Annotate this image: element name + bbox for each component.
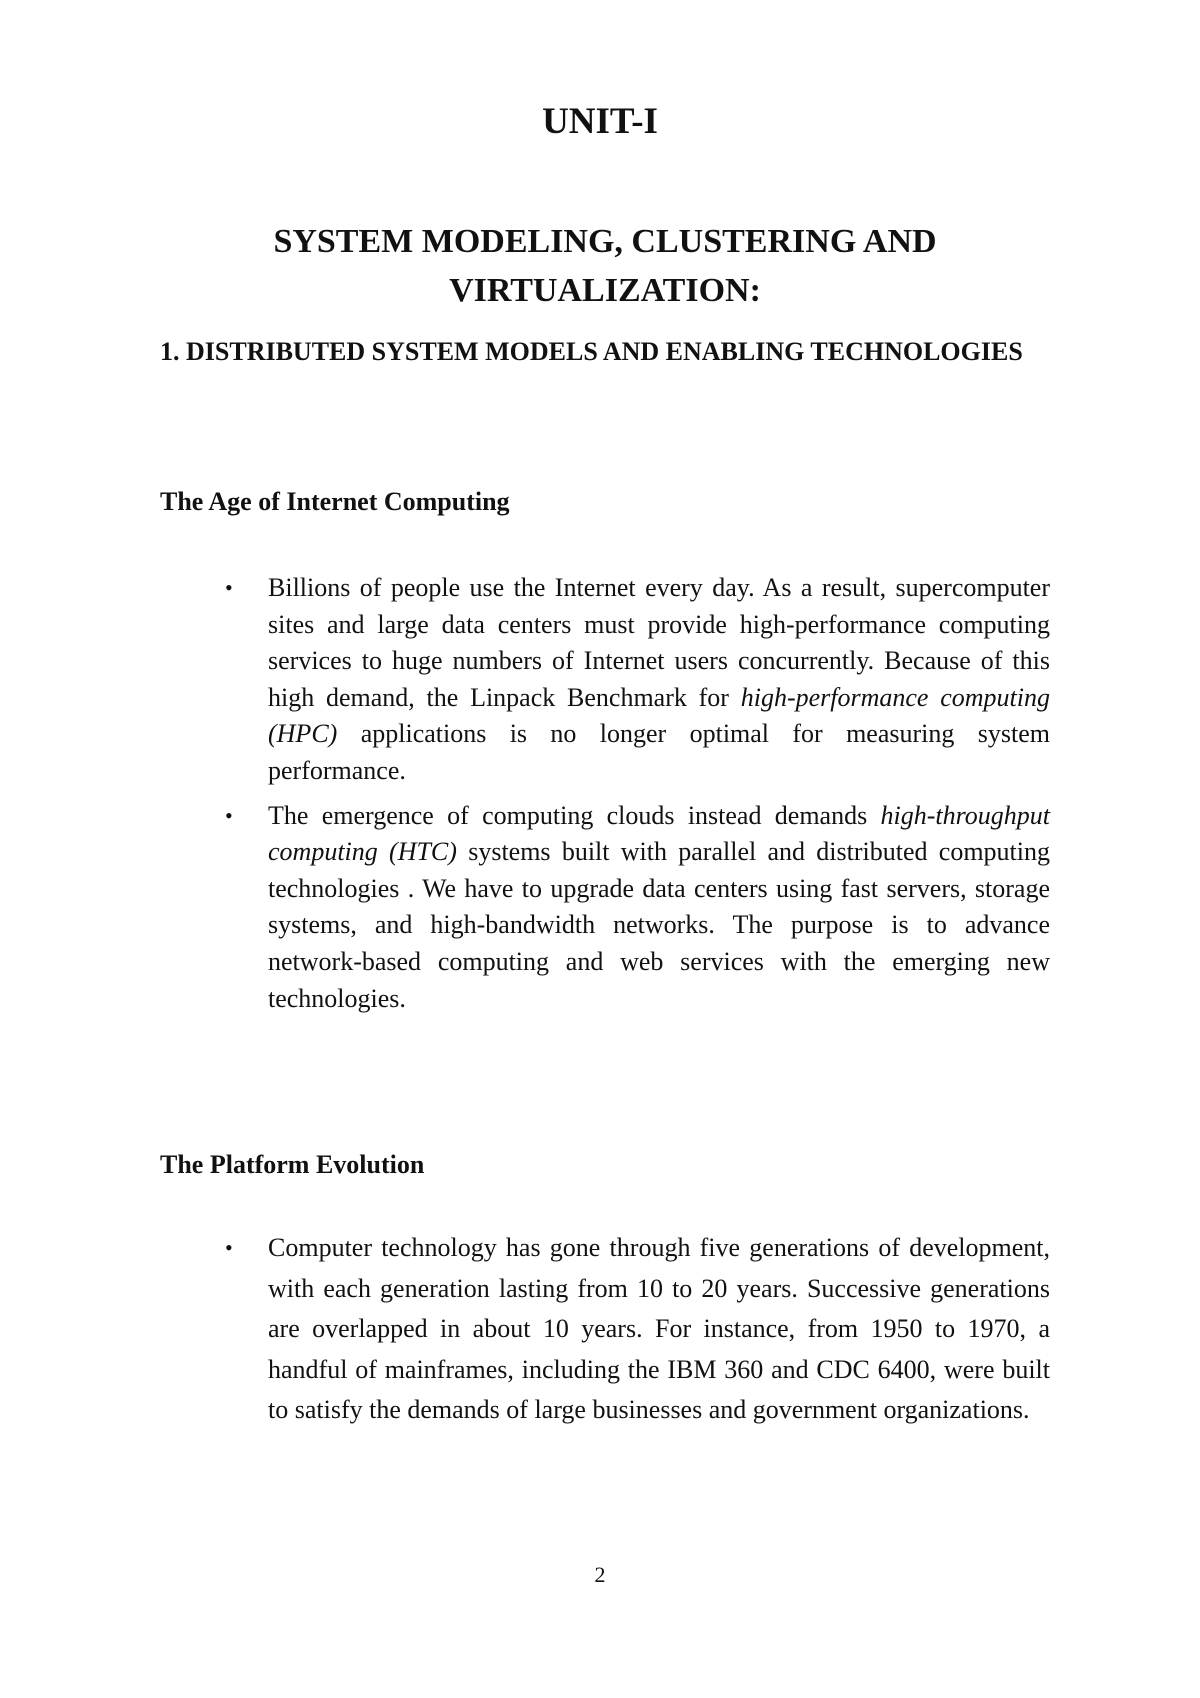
chapter-title: SYSTEM MODELING, CLUSTERING AND VIRTUALIZATION: [273,223,937,309]
list-item [225,570,1050,790]
section-title: 1. DISTRIBUTED SYSTEM MODELS AND ENABLING TECHNOLOGIES [160,337,1023,366]
bullet-text-after: applications is no longer optimal for measuring system performance. [268,719,1050,785]
bullet-icon: • [225,575,233,600]
subheading-platform-evolution: The Platform Evolution [160,1150,425,1179]
subheading-age-of-internet-computing: The Age of Internet Computing [160,487,510,516]
bullet-text: Computer technology has gone through five generations of development, with each generation lasting from 10 to 20 years. Successive generations are overlapped in about 10 years. For instance, from 1950 to 1970, a handful of mainframes, including the IBM 360 and CDC 6400, were built to satisfy the demands of large businesses and government organizations. [268,1233,1050,1424]
hpc-emphasis: high-performance computing (HPC) [268,682,1050,749]
bullet-text-after: systems built with parallel and distributed computing technologies . We have to upgrade data centers using fast servers, storage systems, and high-bandwidth networks. The purpose is to advance network-based computing and web services with the emerging new technologies. [268,837,1050,1013]
bullet-icon: • [225,802,233,828]
bullet-text-before: Billions of people use the Internet every day. As a result, supercomputer sites and large data centers must provide high-performance computing services to huge numbers of Internet users concurrently. Because of this high demand, the Linpack Benchmark for [268,573,1050,712]
bullet-icon: • [225,1235,233,1260]
list-item [225,798,1050,1018]
list-item [225,1228,1050,1431]
bullet-list-platform-evolution [225,1228,1050,1439]
bullet-text-before: The emergence of computing clouds instead demands [268,800,881,830]
htc-emphasis: high-throughput computing (HTC) [268,800,1050,867]
unit-title: UNIT-I [542,101,658,142]
bullet-list-internet-computing [225,570,1050,1025]
page-number: 2 [594,1562,606,1587]
